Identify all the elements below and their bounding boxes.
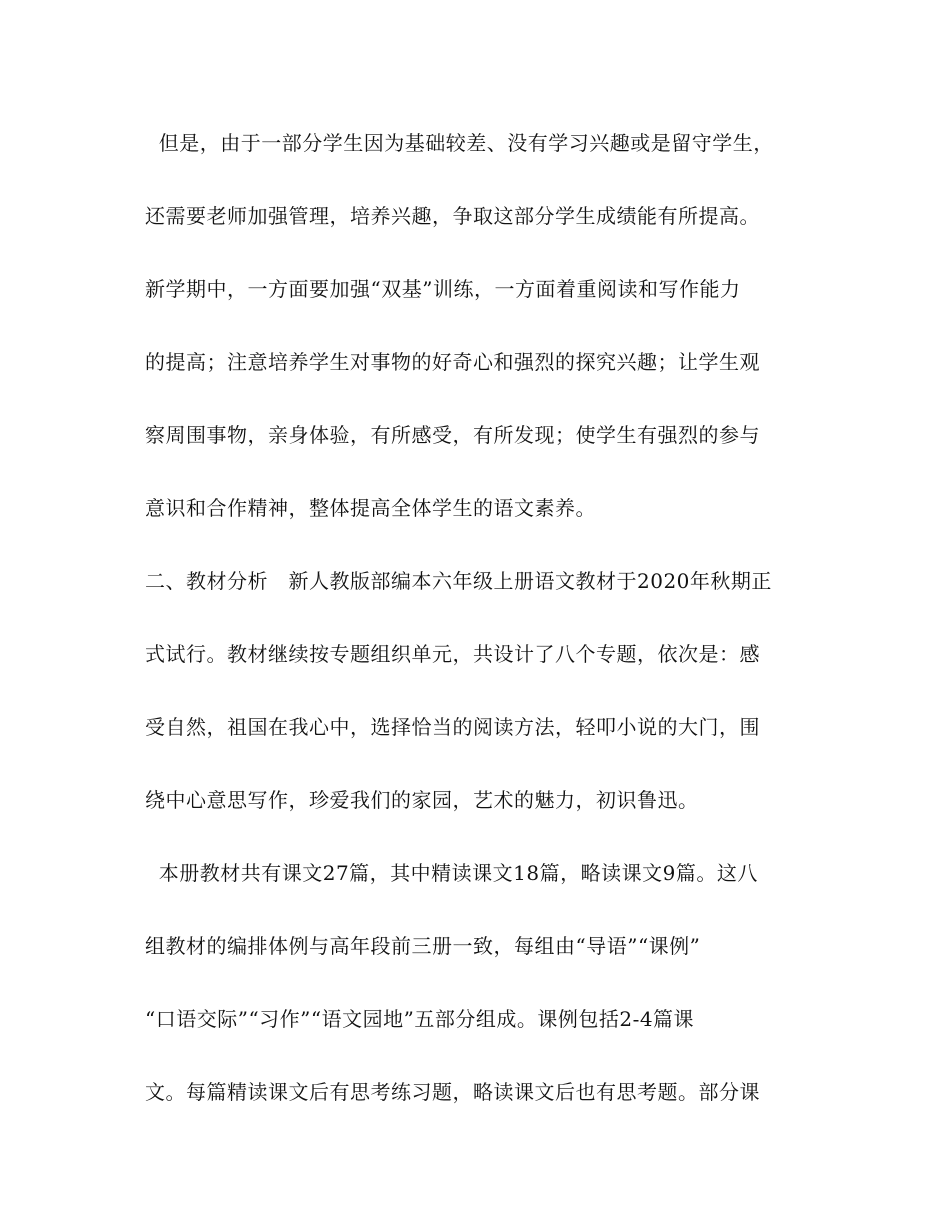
text-line-3: 新学期中，一方面要加强“双基”训练，一方面着重阅读和写作能力 (145, 277, 741, 301)
text-line-10: 绕中心意思写作，珍爱我们的家园，艺术的魅力，初识鲁迅。 (145, 788, 699, 812)
text-line-6: 意识和合作精神，整体提高全体学生的语文素养。 (145, 496, 596, 520)
text-line-13: “口语交际”“习作”“语文园地”五部分组成。课例包括2-4篇课 (145, 1007, 695, 1031)
text-line-4: 的提高；注意培养学生对事物的好奇心和强烈的探究兴趣；让学生观 (145, 350, 760, 374)
text-line-5: 察周围事物，亲身体验，有所感受，有所发现；使学生有强烈的参与 (145, 423, 760, 447)
section-heading-line: 二、教材分析 新人教版部编本六年级上册语文教材于2020年秋期正 (145, 569, 772, 593)
text-line-14: 文。每篇精读课文后有思考练习题，略读课文后也有思考题。部分课 (145, 1080, 760, 1104)
text-line-2: 还需要老师加强管理，培养兴趣，争取这部分学生成绩能有所提高。 (145, 204, 760, 228)
text-line-11: 本册教材共有课文27篇，其中精读课文18篇，略读课文9篇。这八 (145, 861, 758, 885)
text-line-1: 但是，由于一部分学生因为基础较差、没有学习兴趣或是留守学生， (145, 131, 774, 155)
text-line-8: 式试行。教材继续按专题组织单元，共设计了八个专题，依次是：感 (145, 642, 760, 666)
text-line-9: 受自然，祖国在我心中，选择恰当的阅读方法，轻叩小说的大门，围 (145, 715, 760, 739)
text-line-12: 组教材的编排体例与高年段前三册一致，每组由“导语”“课例” (145, 934, 701, 958)
